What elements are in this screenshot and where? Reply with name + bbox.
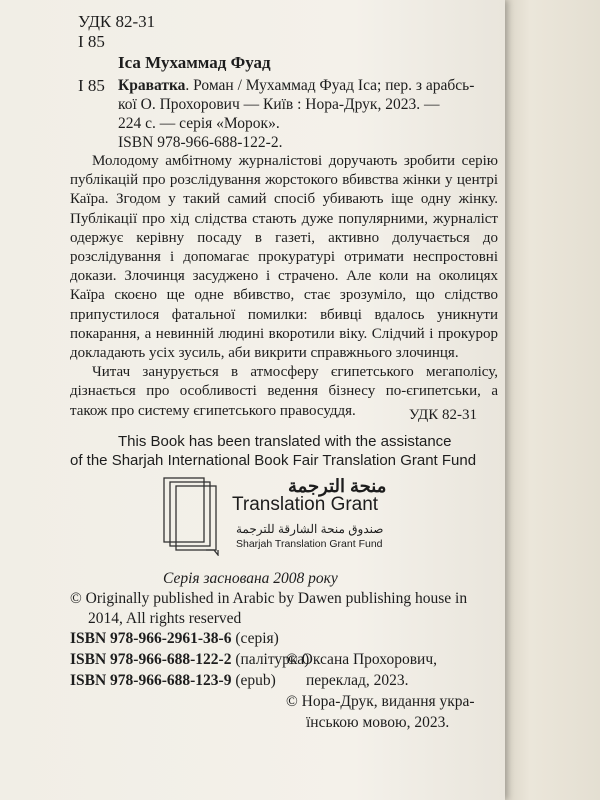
- translation-note-line-1: This Book has been translated with the assistance: [118, 433, 452, 450]
- isbn-note: (палітурка): [231, 651, 310, 668]
- copyright-translator-line-2: переклад, 2023.: [306, 672, 409, 689]
- biblio-line-1: . Роман / Мухаммад Фуад Іса; пер. з арабсь-: [185, 77, 475, 94]
- bibliographic-record: [118, 76, 498, 152]
- biblio-line-2: кої О. Прохорович — Київ : Нора-Друк, 2023. —: [118, 96, 440, 113]
- copyright-translator-line-1: © Оксана Прохорович,: [286, 651, 437, 668]
- biblio-line-4: ISBN 978-966-688-122-2.: [118, 134, 283, 151]
- isbn-number: ISBN 978-966-2961-38-6: [70, 630, 232, 647]
- original-publication-line-2: 2014, All rights reserved: [88, 610, 242, 627]
- isbn-series: [70, 630, 279, 648]
- udk-code: УДК 82-31: [78, 12, 156, 31]
- author-code: І 85: [78, 32, 105, 51]
- isbn-epub: [70, 672, 276, 690]
- logo-english-title: Translation Grant: [232, 494, 379, 515]
- logo-english-subtitle: Sharjah Translation Grant Fund: [236, 538, 383, 550]
- logo-arabic-title: منحة الترجمة: [288, 476, 387, 496]
- author-code-side: І 85: [78, 76, 105, 95]
- copyright-publisher-line-2: їнською мовою, 2023.: [306, 714, 450, 731]
- copyright-publisher-line-1: © Нора-Друк, видання укра-: [286, 693, 475, 710]
- author-name: Іса Мухаммад Фуад: [118, 53, 271, 72]
- isbn-hardcover: [70, 651, 309, 669]
- udk-code-bottom: УДК 82-31: [408, 407, 477, 423]
- abstract: [70, 152, 498, 421]
- isbn-note: (серія): [231, 630, 279, 647]
- biblio-line-3: 224 с. — серія «Морок».: [118, 115, 280, 132]
- series-note: Серія заснована 2008 року: [163, 570, 338, 587]
- abstract-paragraph-1: Молодому амбітному журналістові доручають зробити серію публікацій про розслідування жорстокого вбивства жінки у центрі Каїра. Згодом у такий самий спосіб убивають іще одну жінку. Публікації про хід слідства стають дуже популярними, журналіст одержує керівну посаду в газеті, активно долучається до розслідування і допомагає прокуратурі отримати неспростовні докази. Злочинця засуджено і страчено. Але коли на околицях Каїра скоєно ще одне вбивство, стає зрозуміло, що слідство припустилося фатальної помилки: вбивці вдалось уникнути покарання, а невинній людині вкоротили віку. Слідчий і прокурор докладають усіх зусиль, аби викрити справжнього злочинця.: [70, 153, 498, 362]
- logo-arabic-subtitle: صندوق منحة الشارقة للترجمة: [236, 522, 384, 536]
- isbn-number: ISBN 978-966-688-123-9: [70, 672, 232, 689]
- translation-note-line-2: of the Sharjah International Book Fair Translation Grant Fund: [70, 452, 477, 469]
- book-title: Краватка: [118, 77, 186, 94]
- original-publication-line-1: © Originally published in Arabic by Dawen publishing house in: [70, 590, 468, 607]
- abstract-paragraph-2: Читач занурується в атмосферу єгипетського мегаполісу, дізнається про особливості ведення бізнесу по-єгипетськи, а також про систему єгипетського правосуддя.: [70, 364, 498, 419]
- isbn-number: ISBN 978-966-688-122-2: [70, 651, 232, 668]
- translation-grant-logo-icon: [162, 476, 224, 556]
- adjacent-page: [500, 0, 600, 800]
- isbn-note: (epub): [231, 672, 276, 689]
